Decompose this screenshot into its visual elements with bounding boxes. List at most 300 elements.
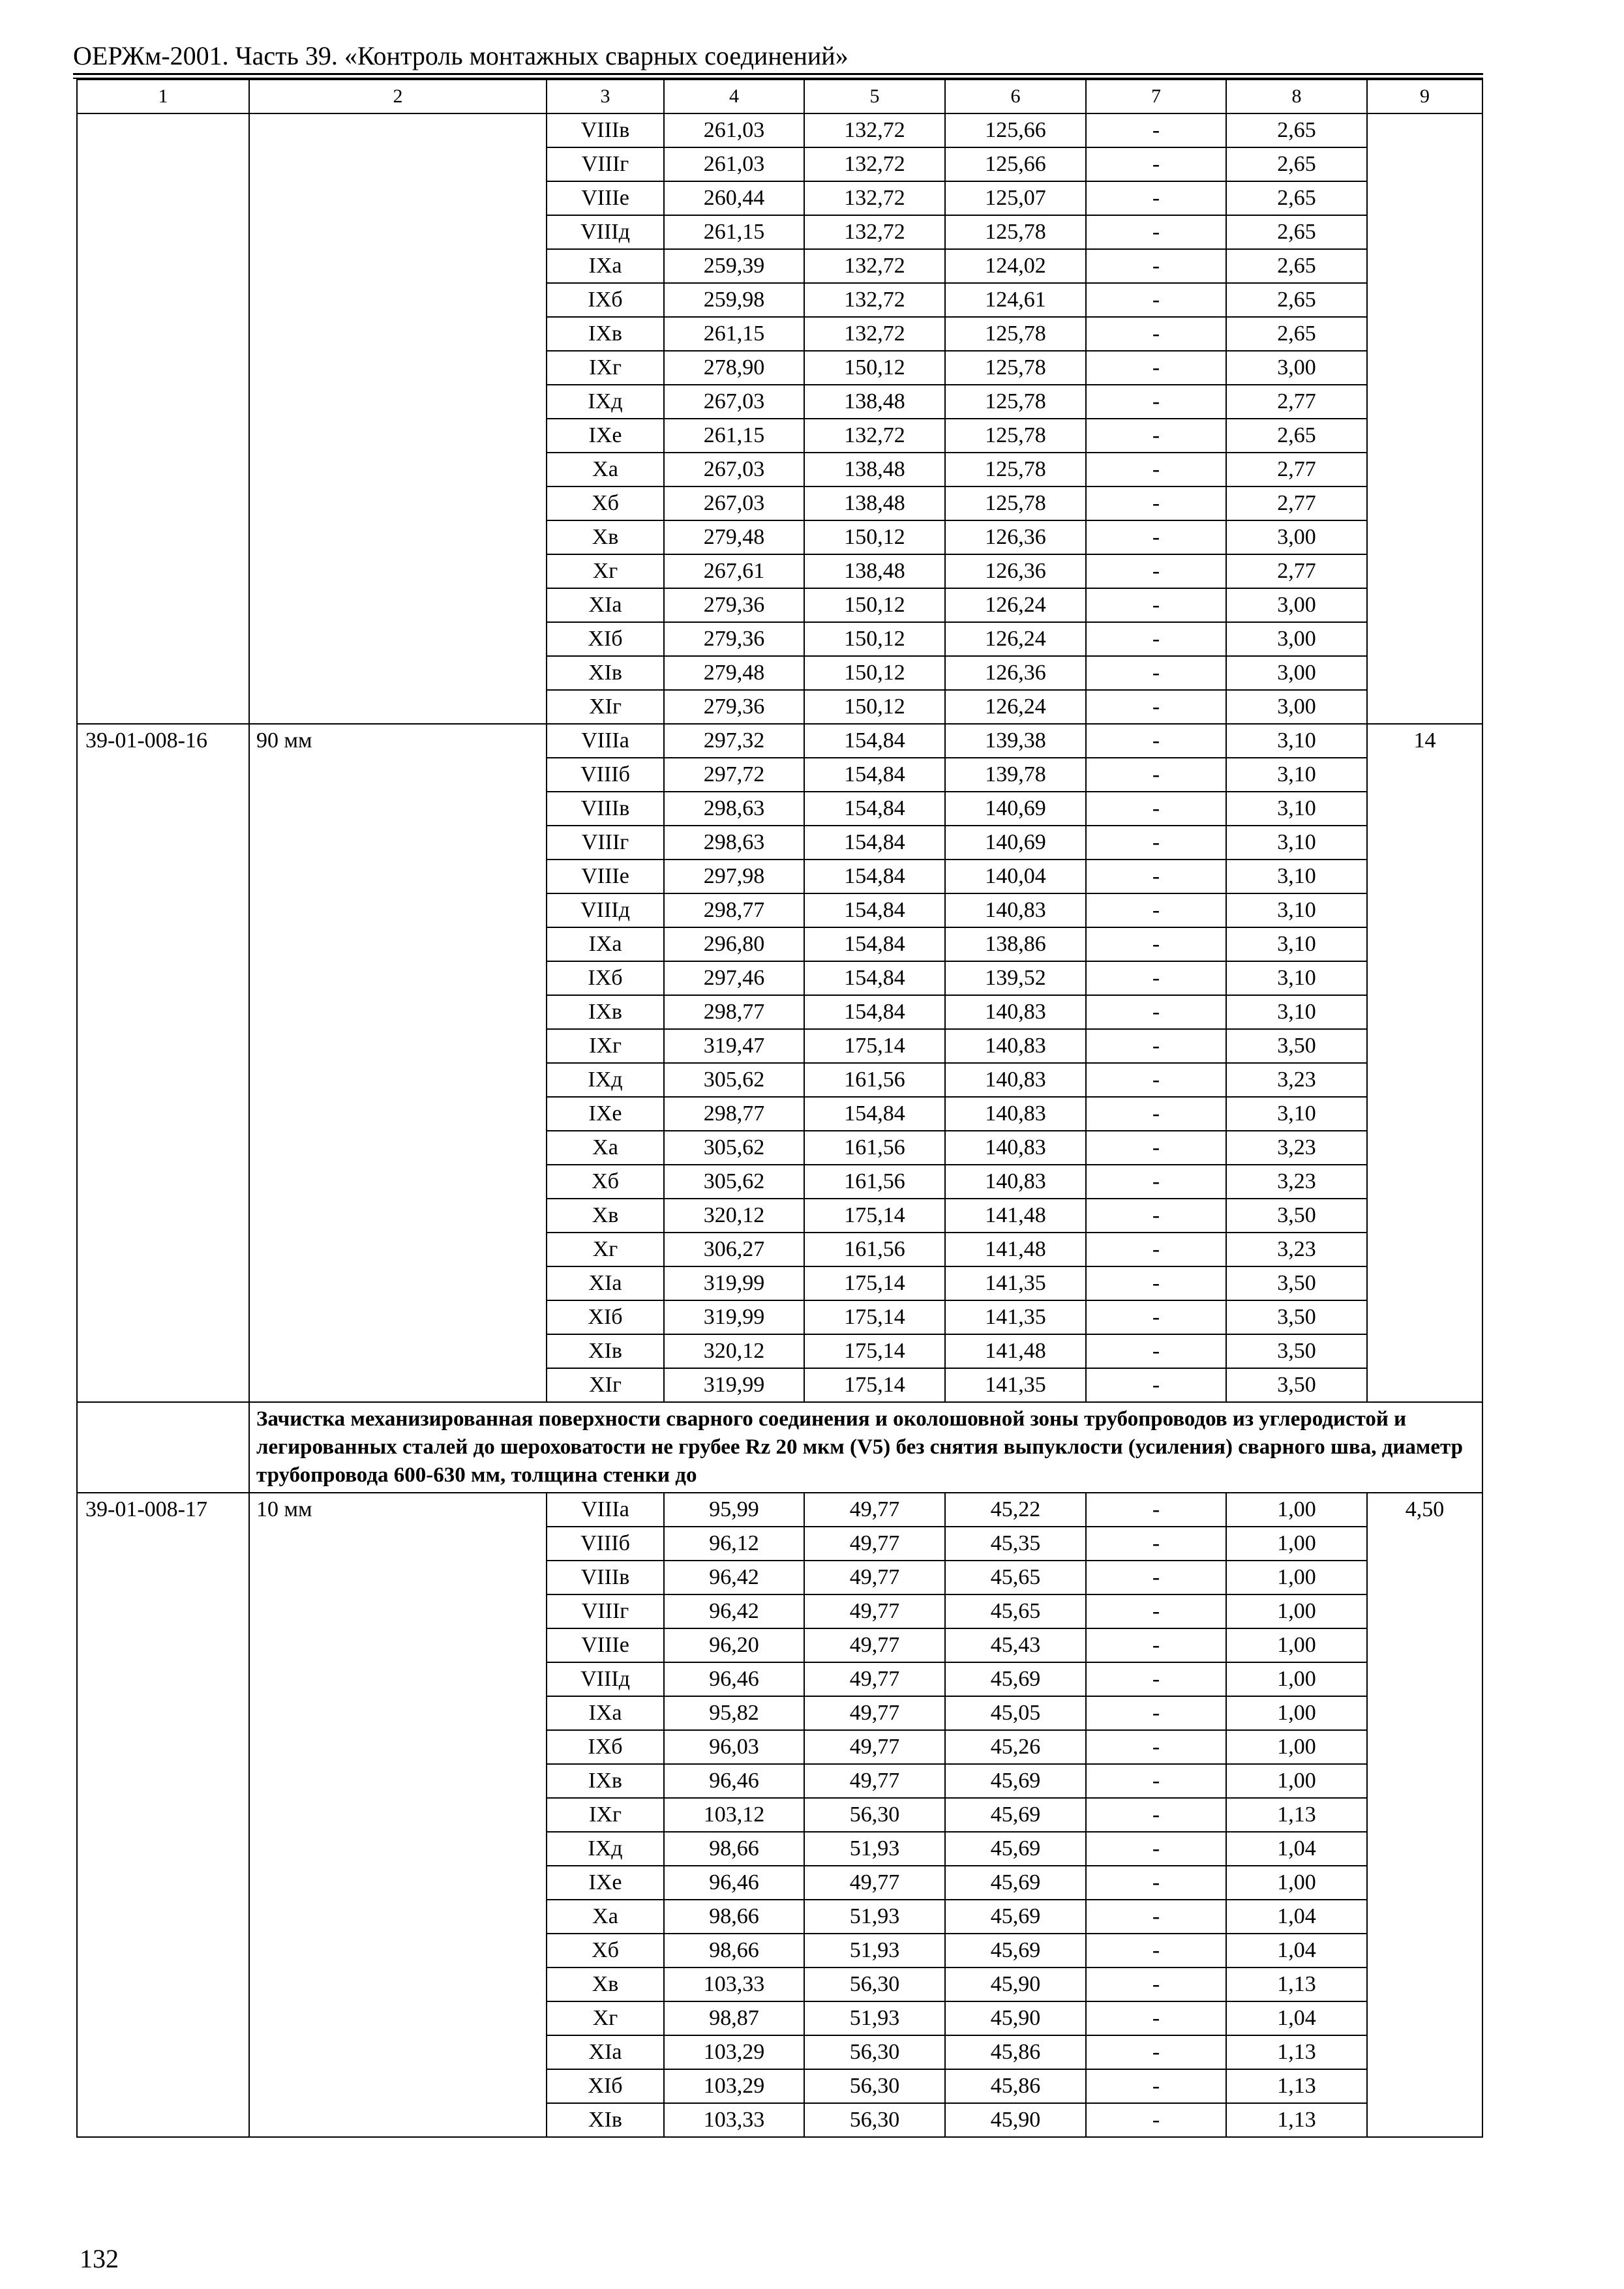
table-cell: -	[1086, 1934, 1226, 1967]
table-cell: XIг	[547, 690, 664, 724]
table-cell: IXа	[547, 249, 664, 283]
table-cell: 260,44	[664, 181, 804, 215]
table-cell: XIа	[547, 2035, 664, 2069]
table-cell: VIIIб	[547, 758, 664, 792]
table-cell: 125,78	[945, 453, 1086, 486]
section-row	[77, 1402, 1482, 1493]
table-cell: -	[1086, 1334, 1226, 1368]
table-cell: 267,03	[664, 486, 804, 520]
table-cell: -	[1086, 2001, 1226, 2035]
table-cell: 140,83	[945, 1029, 1086, 1063]
table-cell: VIIIе	[547, 181, 664, 215]
table-cell: 138,48	[804, 385, 945, 419]
table-cell: 95,82	[664, 1696, 804, 1730]
table-cell: 3,10	[1226, 826, 1367, 860]
table-cell: 138,48	[804, 453, 945, 486]
table-cell: -	[1086, 1967, 1226, 2001]
table-cell: 141,35	[945, 1368, 1086, 1402]
table-cell: -	[1086, 113, 1226, 147]
table-cell: -	[1086, 1368, 1226, 1402]
table-cell: -	[1086, 419, 1226, 453]
table-cell: 279,36	[664, 690, 804, 724]
table-cell: 49,77	[804, 1594, 945, 1628]
column-number: 8	[1226, 80, 1367, 113]
rate-code: 39-01-008-17	[77, 1493, 249, 2137]
table-cell: 45,90	[945, 1967, 1086, 2001]
table-cell: VIIIе	[547, 1628, 664, 1662]
table-cell: 56,30	[804, 2035, 945, 2069]
table-cell: 141,35	[945, 1266, 1086, 1300]
table-cell: 298,63	[664, 792, 804, 826]
table-cell: -	[1086, 554, 1226, 588]
table-cell: 51,93	[804, 2001, 945, 2035]
table-cell: -	[1086, 1165, 1226, 1199]
table-cell: 154,84	[804, 927, 945, 961]
table-cell: 2,77	[1226, 453, 1367, 486]
table-cell: 126,24	[945, 690, 1086, 724]
wall-thickness: 10 мм	[249, 1493, 547, 2137]
table-cell: 45,65	[945, 1561, 1086, 1594]
table-cell: XIб	[547, 622, 664, 656]
table-cell: -	[1086, 588, 1226, 622]
table-cell: VIIIа	[547, 724, 664, 758]
page-header: ОЕРЖм-2001. Часть 39. «Контроль монтажных сварных соединений»	[73, 41, 849, 70]
table-cell: -	[1086, 1493, 1226, 1527]
table-cell: XIв	[547, 2103, 664, 2137]
table-cell: 140,83	[945, 1097, 1086, 1131]
rate-code: 39-01-008-16	[77, 724, 249, 1402]
table-cell: 45,65	[945, 1594, 1086, 1628]
table-cell: 297,46	[664, 961, 804, 995]
table-cell: 298,77	[664, 995, 804, 1029]
table-cell: 125,78	[945, 351, 1086, 385]
table-cell: 161,56	[804, 1165, 945, 1199]
rates-table-body	[77, 80, 1482, 2137]
table-cell: 96,20	[664, 1628, 804, 1662]
table-cell: -	[1086, 1561, 1226, 1594]
table-cell: XIб	[547, 1300, 664, 1334]
table-cell: 103,29	[664, 2069, 804, 2103]
table-cell: 45,69	[945, 1900, 1086, 1934]
table-cell: 150,12	[804, 588, 945, 622]
table-cell: 278,90	[664, 351, 804, 385]
table-cell: 3,00	[1226, 351, 1367, 385]
column-number: 1	[77, 80, 249, 113]
table-cell: 3,23	[1226, 1131, 1367, 1165]
table-cell: IXд	[547, 1063, 664, 1097]
table-cell: 259,98	[664, 283, 804, 317]
table-cell: 2,65	[1226, 181, 1367, 215]
table-cell: 2,65	[1226, 113, 1367, 147]
table-cell: -	[1086, 690, 1226, 724]
table-cell: -	[1086, 1199, 1226, 1233]
table-cell: 125,66	[945, 113, 1086, 147]
table-cell: 141,48	[945, 1233, 1086, 1266]
table-cell: 154,84	[804, 724, 945, 758]
table-cell: 150,12	[804, 351, 945, 385]
table-cell: 140,83	[945, 1165, 1086, 1199]
table-cell: 96,03	[664, 1730, 804, 1764]
table-cell: 96,46	[664, 1866, 804, 1900]
table-cell: 1,00	[1226, 1594, 1367, 1628]
table-cell: -	[1086, 181, 1226, 215]
table-cell: 154,84	[804, 826, 945, 860]
table-cell: 3,50	[1226, 1199, 1367, 1233]
table-cell: 267,61	[664, 554, 804, 588]
table-cell: 3,10	[1226, 724, 1367, 758]
table-cell: Xб	[547, 486, 664, 520]
table-cell: 132,72	[804, 113, 945, 147]
table-cell: IXб	[547, 1730, 664, 1764]
table-cell: 320,12	[664, 1199, 804, 1233]
table-cell: -	[1086, 249, 1226, 283]
table-cell: Xа	[547, 1900, 664, 1934]
table-cell: IXг	[547, 1029, 664, 1063]
table-cell: 132,72	[804, 419, 945, 453]
table-cell: 49,77	[804, 1764, 945, 1798]
table-cell: 125,78	[945, 486, 1086, 520]
table-cell: 3,00	[1226, 690, 1367, 724]
table-cell: 150,12	[804, 656, 945, 690]
table-cell: 154,84	[804, 1097, 945, 1131]
table-cell: -	[1086, 927, 1226, 961]
table-cell: 3,10	[1226, 927, 1367, 961]
table-cell: IXа	[547, 1696, 664, 1730]
table-cell: 125,66	[945, 147, 1086, 181]
table-cell: -	[1086, 1832, 1226, 1866]
table-cell: 3,00	[1226, 520, 1367, 554]
table-cell: Xг	[547, 2001, 664, 2035]
table-cell: 138,86	[945, 927, 1086, 961]
table-cell: 139,52	[945, 961, 1086, 995]
table-cell: -	[1086, 1662, 1226, 1696]
table-cell: -	[1086, 826, 1226, 860]
column-number: 4	[664, 80, 804, 113]
table-cell: 1,04	[1226, 1934, 1367, 1967]
table-cell: 3,10	[1226, 1097, 1367, 1131]
table-cell: 1,00	[1226, 1662, 1367, 1696]
table-cell: 126,24	[945, 622, 1086, 656]
table-cell: 306,27	[664, 1233, 804, 1266]
empty-cell	[77, 113, 249, 724]
table-cell: 298,77	[664, 893, 804, 927]
table-row	[77, 724, 1482, 758]
table-cell: 2,65	[1226, 317, 1367, 351]
empty-cell	[1367, 113, 1482, 724]
table-cell: 154,84	[804, 860, 945, 893]
table-cell: Xв	[547, 1967, 664, 2001]
table-cell: 95,99	[664, 1493, 804, 1527]
table-cell: 132,72	[804, 249, 945, 283]
table-cell: 49,77	[804, 1866, 945, 1900]
table-cell: 45,05	[945, 1696, 1086, 1730]
table-cell: 1,00	[1226, 1561, 1367, 1594]
table-cell: 126,36	[945, 554, 1086, 588]
table-cell: 98,87	[664, 2001, 804, 2035]
table-cell: -	[1086, 2069, 1226, 2103]
table-cell: -	[1086, 385, 1226, 419]
table-cell: 2,77	[1226, 554, 1367, 588]
table-cell: IXд	[547, 385, 664, 419]
table-cell: -	[1086, 1029, 1226, 1063]
table-cell: 51,93	[804, 1832, 945, 1866]
table-cell: XIа	[547, 588, 664, 622]
table-cell: 3,50	[1226, 1368, 1367, 1402]
table-cell: 140,04	[945, 860, 1086, 893]
table-cell: 45,69	[945, 1798, 1086, 1832]
table-cell: 45,35	[945, 1527, 1086, 1561]
table-cell: -	[1086, 486, 1226, 520]
table-cell: VIIIг	[547, 1594, 664, 1628]
table-cell: 175,14	[804, 1334, 945, 1368]
column-number-row	[77, 80, 1482, 113]
table-cell: IXг	[547, 351, 664, 385]
table-cell: 161,56	[804, 1131, 945, 1165]
empty-cell	[249, 113, 547, 724]
table-cell: 305,62	[664, 1131, 804, 1165]
table-cell: 3,23	[1226, 1233, 1367, 1266]
table-cell: 161,56	[804, 1063, 945, 1097]
table-cell: VIIIв	[547, 1561, 664, 1594]
table-cell: 319,99	[664, 1266, 804, 1300]
table-cell: 297,98	[664, 860, 804, 893]
table-cell: -	[1086, 961, 1226, 995]
table-cell: 305,62	[664, 1063, 804, 1097]
table-cell: 139,78	[945, 758, 1086, 792]
table-cell: 140,69	[945, 826, 1086, 860]
table-cell: 140,83	[945, 1131, 1086, 1165]
table-cell: IXе	[547, 1097, 664, 1131]
table-cell: -	[1086, 351, 1226, 385]
table-cell: 140,83	[945, 1063, 1086, 1097]
table-cell: 161,56	[804, 1233, 945, 1266]
table-cell: -	[1086, 1594, 1226, 1628]
table-row	[77, 1493, 1482, 1527]
table-cell: 175,14	[804, 1266, 945, 1300]
table-cell: 45,43	[945, 1628, 1086, 1662]
table-cell: -	[1086, 1628, 1226, 1662]
table-cell: XIв	[547, 656, 664, 690]
table-cell: 1,04	[1226, 1832, 1367, 1866]
table-cell: 3,10	[1226, 893, 1367, 927]
table-cell: -	[1086, 1730, 1226, 1764]
table-cell: 132,72	[804, 215, 945, 249]
table-cell: 279,48	[664, 656, 804, 690]
table-cell: -	[1086, 893, 1226, 927]
table-cell: 3,50	[1226, 1029, 1367, 1063]
table-cell: 2,77	[1226, 385, 1367, 419]
table-cell: 132,72	[804, 317, 945, 351]
table-cell: 45,69	[945, 1934, 1086, 1967]
table-cell: 45,86	[945, 2035, 1086, 2069]
rates-table	[76, 79, 1483, 2138]
table-cell: 138,48	[804, 554, 945, 588]
table-cell: 56,30	[804, 2103, 945, 2137]
table-cell: IXв	[547, 995, 664, 1029]
column-number: 6	[945, 80, 1086, 113]
table-cell: 319,47	[664, 1029, 804, 1063]
table-cell: -	[1086, 792, 1226, 826]
table-cell: Xа	[547, 453, 664, 486]
table-cell: 3,50	[1226, 1334, 1367, 1368]
table-cell: Xг	[547, 1233, 664, 1266]
table-cell: XIв	[547, 1334, 664, 1368]
table-cell: -	[1086, 860, 1226, 893]
column-number: 2	[249, 80, 547, 113]
table-cell: 45,69	[945, 1764, 1086, 1798]
table-cell: 3,23	[1226, 1165, 1367, 1199]
table-cell: 1,00	[1226, 1527, 1367, 1561]
table-cell: 3,23	[1226, 1063, 1367, 1097]
table-cell: IXе	[547, 1866, 664, 1900]
table-cell: 139,38	[945, 724, 1086, 758]
table-cell: IXб	[547, 961, 664, 995]
table-cell: 2,77	[1226, 486, 1367, 520]
table-cell: 96,42	[664, 1594, 804, 1628]
table-cell: 141,48	[945, 1199, 1086, 1233]
table-cell: 279,36	[664, 622, 804, 656]
table-cell: -	[1086, 215, 1226, 249]
table-cell: 103,12	[664, 1798, 804, 1832]
table-cell: VIIIб	[547, 1527, 664, 1561]
table-cell: 3,00	[1226, 622, 1367, 656]
table-cell: IXв	[547, 317, 664, 351]
table-cell: 1,00	[1226, 1764, 1367, 1798]
table-cell: 125,78	[945, 317, 1086, 351]
column-number: 9	[1367, 80, 1482, 113]
table-cell: 125,07	[945, 181, 1086, 215]
table-cell: -	[1086, 1764, 1226, 1798]
table-cell: 3,50	[1226, 1266, 1367, 1300]
table-cell: 49,77	[804, 1493, 945, 1527]
table-cell: 103,33	[664, 1967, 804, 2001]
table-cell: 150,12	[804, 690, 945, 724]
page-number: 132	[80, 2244, 119, 2273]
table-cell: 150,12	[804, 622, 945, 656]
table-cell: 45,69	[945, 1866, 1086, 1900]
table-cell: -	[1086, 622, 1226, 656]
table-cell: 140,83	[945, 995, 1086, 1029]
table-cell: 96,46	[664, 1662, 804, 1696]
table-cell: VIIIд	[547, 1662, 664, 1696]
table-cell: -	[1086, 1866, 1226, 1900]
table-cell: 2,65	[1226, 283, 1367, 317]
table-cell: 1,00	[1226, 1696, 1367, 1730]
table-cell: 49,77	[804, 1662, 945, 1696]
table-cell: 154,84	[804, 758, 945, 792]
table-cell: 1,13	[1226, 1798, 1367, 1832]
table-cell: VIIIа	[547, 1493, 664, 1527]
table-cell: 154,84	[804, 893, 945, 927]
table-cell: Xб	[547, 1934, 664, 1967]
table-cell: 126,24	[945, 588, 1086, 622]
table-cell: 96,42	[664, 1561, 804, 1594]
table-cell: -	[1086, 724, 1226, 758]
table-cell: -	[1086, 453, 1226, 486]
table-cell: 141,48	[945, 1334, 1086, 1368]
table-cell: 2,65	[1226, 147, 1367, 181]
table-cell: 175,14	[804, 1300, 945, 1334]
table-cell: 1,00	[1226, 1866, 1367, 1900]
table-cell: 49,77	[804, 1527, 945, 1561]
table-cell: 98,66	[664, 1832, 804, 1866]
header-rule	[73, 73, 1483, 75]
table-row	[77, 113, 1482, 147]
table-cell: 1,04	[1226, 1900, 1367, 1934]
table-cell: 49,77	[804, 1628, 945, 1662]
table-cell: 279,36	[664, 588, 804, 622]
table-cell: 132,72	[804, 283, 945, 317]
table-cell: 125,78	[945, 419, 1086, 453]
table-cell: VIIIд	[547, 893, 664, 927]
column-9-value: 14	[1367, 724, 1482, 1402]
table-cell: 1,13	[1226, 2069, 1367, 2103]
table-cell: 175,14	[804, 1199, 945, 1233]
table-cell: 98,66	[664, 1900, 804, 1934]
table-cell: 49,77	[804, 1561, 945, 1594]
table-cell: 1,00	[1226, 1628, 1367, 1662]
table-cell: 1,00	[1226, 1730, 1367, 1764]
table-cell: VIIIг	[547, 826, 664, 860]
table-cell: Xв	[547, 1199, 664, 1233]
table-cell: 125,78	[945, 385, 1086, 419]
table-cell: 98,66	[664, 1934, 804, 1967]
table-cell: 1,04	[1226, 2001, 1367, 2035]
table-cell: 3,10	[1226, 758, 1367, 792]
table-cell: 261,03	[664, 113, 804, 147]
table-cell: VIIIв	[547, 113, 664, 147]
table-cell: 154,84	[804, 792, 945, 826]
table-cell: 132,72	[804, 147, 945, 181]
table-cell: 261,15	[664, 215, 804, 249]
column-9-value: 4,50	[1367, 1493, 1482, 2137]
table-cell: 45,69	[945, 1832, 1086, 1866]
table-cell: 45,90	[945, 2103, 1086, 2137]
table-cell: -	[1086, 758, 1226, 792]
table-cell: -	[1086, 1266, 1226, 1300]
table-cell: 154,84	[804, 961, 945, 995]
table-cell: 267,03	[664, 385, 804, 419]
table-cell: 45,26	[945, 1730, 1086, 1764]
table-cell: 296,80	[664, 927, 804, 961]
table-cell: -	[1086, 2103, 1226, 2137]
column-number: 7	[1086, 80, 1226, 113]
wall-thickness: 90 мм	[249, 724, 547, 1402]
table-cell: -	[1086, 1097, 1226, 1131]
table-cell: 96,12	[664, 1527, 804, 1561]
table-cell: 3,00	[1226, 656, 1367, 690]
table-cell: -	[1086, 520, 1226, 554]
column-number: 3	[547, 80, 664, 113]
table-cell: 3,50	[1226, 1300, 1367, 1334]
table-cell: 49,77	[804, 1696, 945, 1730]
table-cell: 305,62	[664, 1165, 804, 1199]
table-cell: 2,65	[1226, 249, 1367, 283]
table-cell: -	[1086, 1696, 1226, 1730]
table-cell: 298,63	[664, 826, 804, 860]
table-cell: 51,93	[804, 1934, 945, 1967]
table-cell: -	[1086, 995, 1226, 1029]
table-cell: 56,30	[804, 2069, 945, 2103]
table-cell: -	[1086, 283, 1226, 317]
table-cell: 51,93	[804, 1900, 945, 1934]
section-description: Зачистка механизированная поверхности сварного соединения и околошовной зоны трубопроводов из углеродистой и легированных сталей до шероховатости не грубее Rz 20 мкм (V5) без снятия выпуклости (усиления) сварного шва, диаметр трубопровода 600-630 мм, толщина стенки до	[249, 1402, 1482, 1493]
table-cell: 3,10	[1226, 995, 1367, 1029]
table-cell: VIIIд	[547, 215, 664, 249]
empty-cell	[77, 1402, 249, 1493]
table-cell: -	[1086, 1798, 1226, 1832]
table-cell: 1,13	[1226, 1967, 1367, 2001]
